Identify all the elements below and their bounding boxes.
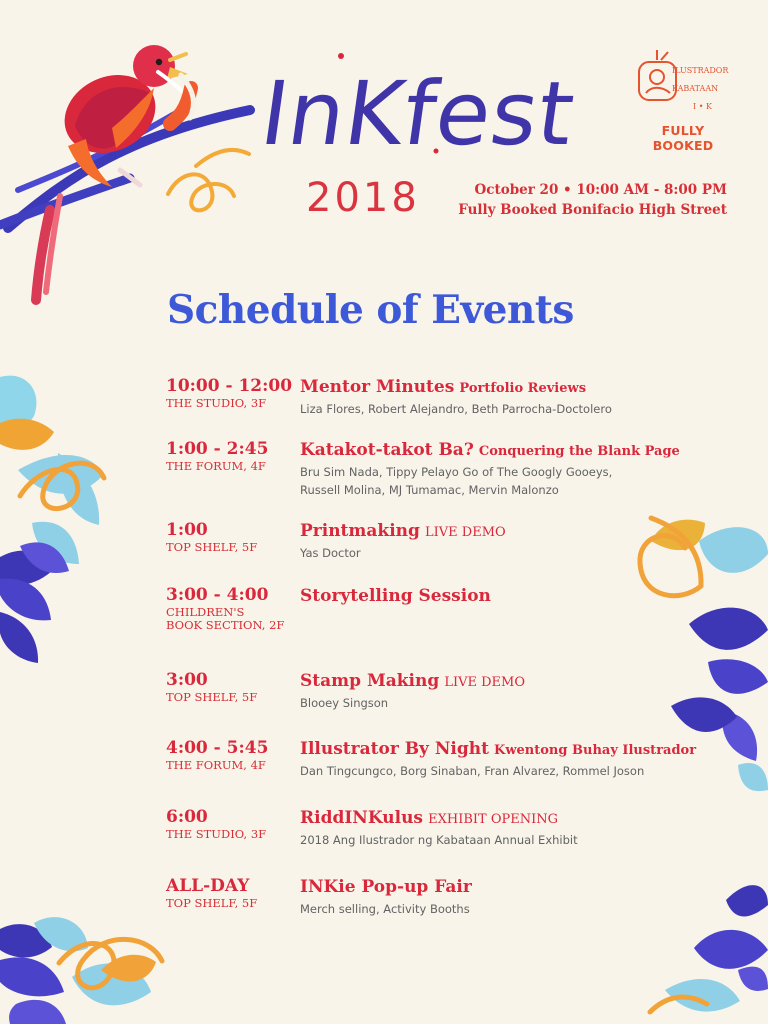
event-time: 4:00 - 5:45 <box>166 738 269 758</box>
event-location: THE FORUM, 4F <box>166 459 266 473</box>
schedule-heading: Schedule of Events <box>167 287 574 333</box>
event-time: 3:00 - 4:00 <box>166 585 269 605</box>
event-title: Mentor Minutes <box>300 377 455 397</box>
event-date-time: October 20 • 10:00 AM - 8:00 PM <box>474 182 727 198</box>
sponsor-org-line-3: I • K <box>693 102 712 111</box>
event-title-line <box>300 738 696 762</box>
event-title-line <box>300 376 586 400</box>
event-title-line <box>300 520 506 544</box>
event-details: Blooey Singson <box>300 696 389 710</box>
event-location: CHILDREN'S BOOK SECTION, 2F <box>166 605 285 632</box>
event-title: INKie Pop-up Fair <box>300 877 472 897</box>
event-subtitle: Portfolio Reviews <box>459 381 587 396</box>
event-details: Yas Doctor <box>300 546 361 560</box>
logo-title-text: InKfest <box>254 62 582 165</box>
event-subtitle: EXHIBIT OPENING <box>428 812 558 827</box>
event-title: Katakot-takot Ba? <box>300 440 474 460</box>
event-title: Printmaking <box>300 521 420 541</box>
sponsor-org-line-1: ILUSTRADOR <box>672 66 729 75</box>
event-details: Dan Tingcungco, Borg Sinaban, Fran Alvarez, Rommel Joson <box>300 764 645 778</box>
event-location: THE STUDIO, 3F <box>166 396 267 410</box>
event-title: RiddINKulus <box>300 808 424 828</box>
event-time: 1:00 <box>166 520 208 540</box>
event-subtitle: LIVE DEMO <box>444 675 526 690</box>
event-title-line <box>300 670 525 694</box>
event-title-line <box>300 439 680 463</box>
event-location: THE STUDIO, 3F <box>166 827 267 841</box>
event-title: Stamp Making <box>300 671 440 691</box>
fully-booked-logo: FULLY BOOKED <box>652 123 714 153</box>
event-time: 1:00 - 2:45 <box>166 439 269 459</box>
event-location: TOP SHELF, 5F <box>166 690 258 704</box>
event-time: ALL-DAY <box>166 876 250 896</box>
event-title-line <box>300 585 491 609</box>
event-time: 6:00 <box>166 807 208 827</box>
event-details: Bru Sim Nada, Tippy Pelayo Go of The Googly Gooeys, Russell Molina, MJ Tumamac, Mervin Malonzo <box>300 465 613 497</box>
event-title-line <box>300 876 472 900</box>
event-details: Liza Flores, Robert Alejandro, Beth Parrocha-Doctolero <box>300 402 612 416</box>
event-time: 10:00 - 12:00 <box>166 376 293 396</box>
event-subtitle: Conquering the Blank Page <box>478 444 680 459</box>
event-title: Storytelling Session <box>300 586 491 606</box>
event-location: TOP SHELF, 5F <box>166 896 258 910</box>
event-subtitle: Kwentong Buhay Ilustrador <box>494 743 697 758</box>
event-details: 2018 Ang Ilustrador ng Kabataan Annual Exhibit <box>300 833 578 847</box>
inkfest-logo-year: 2018 <box>306 175 420 221</box>
event-title-line <box>300 807 558 831</box>
event-venue: Fully Booked Bonifacio High Street <box>458 202 727 218</box>
sponsor-org-line-2: KABATAAN <box>672 84 719 93</box>
event-subtitle: LIVE DEMO <box>425 525 506 540</box>
event-location: TOP SHELF, 5F <box>166 540 258 554</box>
event-time: 3:00 <box>166 670 208 690</box>
event-details: Merch selling, Activity Booths <box>300 902 470 916</box>
event-title: Illustrator By Night <box>300 739 489 759</box>
event-location: THE FORUM, 4F <box>166 758 266 772</box>
